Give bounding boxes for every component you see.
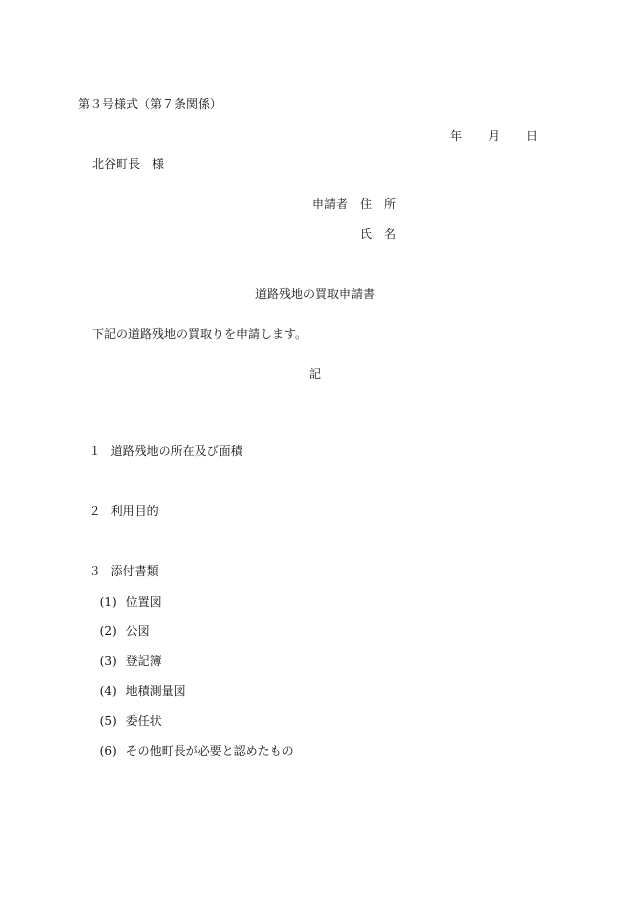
- attachment-label: 地積測量図: [125, 684, 186, 698]
- attachment-label: 位置図: [125, 595, 162, 609]
- item-label: 利用目的: [110, 504, 159, 518]
- attachment-public-map: [92, 613, 150, 637]
- date-year-label: 年: [449, 129, 462, 143]
- attachment-number: (6): [99, 744, 117, 758]
- attachment-label: 委任状: [125, 714, 162, 728]
- date-month-label: 月: [487, 129, 500, 143]
- name-label: 氏 名: [360, 227, 397, 241]
- attachment-power-of-attorney: [92, 703, 162, 727]
- intro-text: 下記の道路残地の買取りを申請します。: [92, 327, 308, 341]
- item-attachments: [81, 553, 159, 577]
- attachment-number: (5): [99, 714, 117, 728]
- attachment-number: (3): [99, 654, 117, 668]
- item-label: 道路残地の所在及び面積: [110, 444, 243, 458]
- attachment-location-map: [92, 584, 162, 608]
- attachment-label: 登記簿: [125, 654, 162, 668]
- applicant-label: 申請者: [312, 197, 349, 211]
- document-title: 道路残地の買取申請書: [254, 287, 375, 301]
- item-purpose: [81, 493, 159, 517]
- attachment-number: (2): [99, 624, 117, 638]
- item-number: ２: [88, 504, 101, 518]
- date-day-label: 日: [525, 129, 538, 143]
- form-number-label: 第３号様式（第７条関係）: [78, 97, 223, 111]
- date-line: [442, 118, 538, 142]
- item-number: ３: [88, 564, 101, 578]
- attachment-label: その他町長が必要と認めたもの: [125, 744, 294, 758]
- addressee: 北谷町長 様: [92, 157, 165, 171]
- item-number: １: [88, 444, 101, 458]
- ki-marker: 記: [308, 367, 321, 381]
- attachment-survey-map: [92, 673, 186, 697]
- address-label: 住 所: [360, 197, 397, 211]
- item-location-area: [81, 433, 243, 457]
- attachment-label: 公図: [125, 624, 150, 638]
- attachment-other: [92, 733, 294, 757]
- attachment-number: (4): [99, 684, 117, 698]
- attachment-registry: [92, 643, 162, 667]
- attachment-number: (1): [99, 595, 117, 609]
- item-label: 添付書類: [110, 564, 159, 578]
